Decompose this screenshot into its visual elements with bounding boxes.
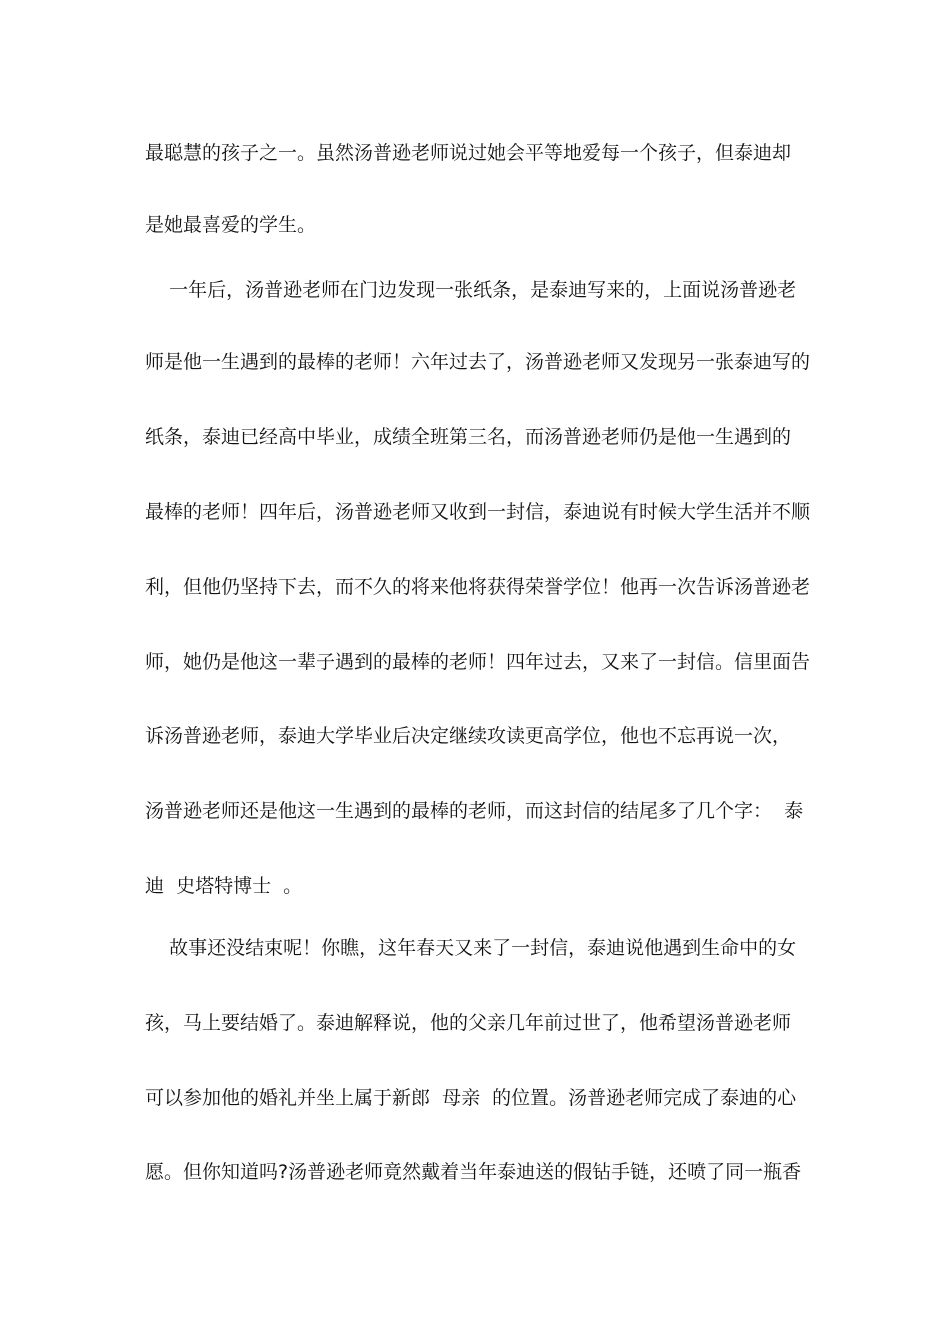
text-line-3: 一年后，汤普逊老师在门边发现一张纸条，是泰迪写来的，上面说汤普逊老	[145, 279, 797, 301]
text-line-6: 最棒的老师！四年后，汤普逊老师又收到一封信，泰迪说有时候大学生活并不顺	[145, 501, 811, 523]
text-line-8: 师，她仍是他这一辈子遇到的最棒的老师！四年过去，又来了一封信。信里面告	[145, 651, 811, 673]
text-line-2: 是她最喜爱的学生。	[145, 214, 317, 236]
text-line-9: 诉汤普逊老师，泰迪大学毕业后决定继续攻读更高学位，他也不忘再说一次，	[145, 725, 792, 747]
text-line-4: 师是他一生遇到的最棒的老师！六年过去了，汤普逊老师又发现另一张泰迪写的	[145, 351, 811, 373]
text-line-1: 最聪慧的孩子之一。虽然汤普逊老师说过她会平等地爱每一个孩子，但泰迪却	[145, 142, 792, 164]
text-line-10: 汤普逊老师还是他这一生遇到的最棒的老师，而这封信的结尾多了几个字： 泰	[145, 800, 804, 822]
text-line-14: 可以参加他的婚礼并坐上属于新郎 母亲 的位置。汤普逊老师完成了泰迪的心	[145, 1087, 797, 1109]
text-line-15: 愿。但你知道吗?汤普逊老师竟然戴着当年泰迪送的假钻手链，还喷了同一瓶香	[145, 1161, 802, 1183]
text-line-7: 利，但他仍坚持下去，而不久的将来他将获得荣誉学位！他再一次告诉汤普逊老	[145, 576, 811, 598]
text-line-11: 迪 史塔特博士 。	[145, 875, 303, 897]
text-line-5: 纸条，泰迪已经高中毕业，成绩全班第三名，而汤普逊老师仍是他一生遇到的	[145, 426, 792, 448]
text-line-13: 孩，马上要结婚了。泰迪解释说，他的父亲几年前过世了，他希望汤普逊老师	[145, 1012, 792, 1034]
text-line-12: 故事还没结束呢！你瞧，这年春天又来了一封信，泰迪说他遇到生命中的女	[145, 937, 797, 959]
